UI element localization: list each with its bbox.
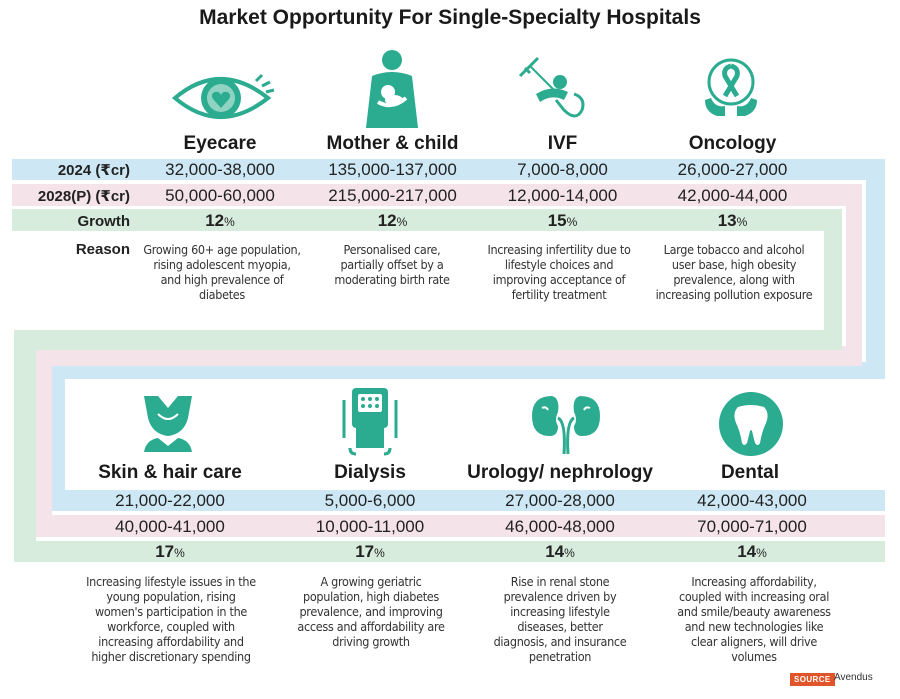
eye-icon [170, 68, 280, 128]
value-2024-dialysis: 5,000-6,000 [324, 491, 416, 510]
column-name-ivf: IVF [547, 133, 578, 154]
value-2028-mother-child: 215,000-217,000 [328, 186, 457, 205]
column-name-dialysis: Dialysis [334, 462, 406, 483]
label-growth: Growth [77, 213, 130, 230]
reason-dental: Increasing affordability, coupled with increasing oral and smile/beauty awareness and new technologies like clear aligners, will drive volumes [677, 574, 831, 664]
skin-hair-icon [140, 394, 196, 454]
reason-mother-child: Personalised care, partially offset by a moderating birth rate [334, 242, 450, 287]
reason-urology: Rise in renal stone prevalence driven by increasing lifestyle diseases, better diagnosis, and insurance penetration [493, 574, 627, 664]
value-2028-oncology: 42,000-44,000 [677, 186, 788, 205]
page-title: Market Opportunity For Single-Specialty Hospitals [199, 6, 701, 29]
source-name: Avendus [834, 672, 873, 683]
value-2024-eyecare: 32,000-38,000 [165, 160, 275, 179]
value-2024-urology: 27,000-28,000 [505, 491, 615, 510]
value-2028-urology: 46,000-48,000 [505, 517, 615, 536]
source-label: SOURCE [790, 673, 835, 686]
reason-skin-hair: Increasing lifestyle issues in the young population, rising women's participation in the workforce, coupled with increasing affordability and higher discretionary spending [86, 574, 256, 664]
dialysis-machine-icon [342, 386, 398, 456]
value-2024-skin-hair: 21,000-22,000 [115, 491, 225, 510]
growth-dialysis: 17% [355, 542, 385, 561]
value-2028-dental: 70,000-71,000 [697, 517, 807, 536]
column-name-dental: Dental [720, 462, 780, 483]
column-name-mother-child: Mother & child [326, 133, 459, 154]
growth-eyecare: 12% [205, 211, 235, 230]
ivf-icon [516, 54, 586, 126]
growth-ivf: 15% [547, 211, 578, 230]
cancer-ribbon-icon [703, 56, 759, 122]
kidney-icon [528, 392, 604, 456]
growth-mother-child: 12% [377, 211, 408, 230]
value-2024-ivf: 7,000-8,000 [517, 160, 608, 179]
reason-ivf: Increasing infertility due to lifestyle choices and improving acceptance of fertility treatment [487, 242, 631, 302]
value-2024-dental: 42,000-43,000 [697, 491, 807, 510]
column-name-skin-hair: Skin & hair care [98, 462, 242, 483]
reason-oncology: Large tobacco and alcohol user base, high obesity prevalence, along with increasing pollution exposure [655, 242, 813, 302]
value-2024-oncology: 26,000-27,000 [677, 160, 788, 179]
column-name-eyecare: Eyecare [183, 133, 257, 154]
mother-child-icon [358, 48, 426, 130]
column-name-urology: Urology/ nephrology [467, 462, 653, 483]
value-2028-skin-hair: 40,000-41,000 [115, 517, 225, 536]
label-2024: 2024 (₹cr) [57, 162, 130, 179]
growth-oncology: 13% [717, 211, 748, 230]
reason-dialysis: A growing geriatric population, high diabetes prevalence, and improving access and affordability are driving growth [297, 574, 445, 649]
value-2024-mother-child: 135,000-137,000 [328, 160, 457, 179]
value-2028-dialysis: 10,000-11,000 [315, 517, 425, 536]
reason-eyecare: Growing 60+ age population, rising adolescent myopia, and high prevalence of diabetes [143, 242, 301, 302]
band-2028 [12, 184, 885, 537]
value-2028-ivf: 12,000-14,000 [507, 186, 618, 205]
label-reason: Reason [75, 241, 130, 258]
column-name-oncology: Oncology [688, 133, 777, 154]
growth-skin-hair: 17% [155, 542, 185, 561]
tooth-icon [718, 391, 784, 457]
growth-dental: 14% [737, 542, 767, 561]
growth-urology: 14% [545, 542, 575, 561]
label-2028: 2028(P) (₹cr) [37, 188, 130, 205]
value-2028-eyecare: 50,000-60,000 [165, 186, 275, 205]
